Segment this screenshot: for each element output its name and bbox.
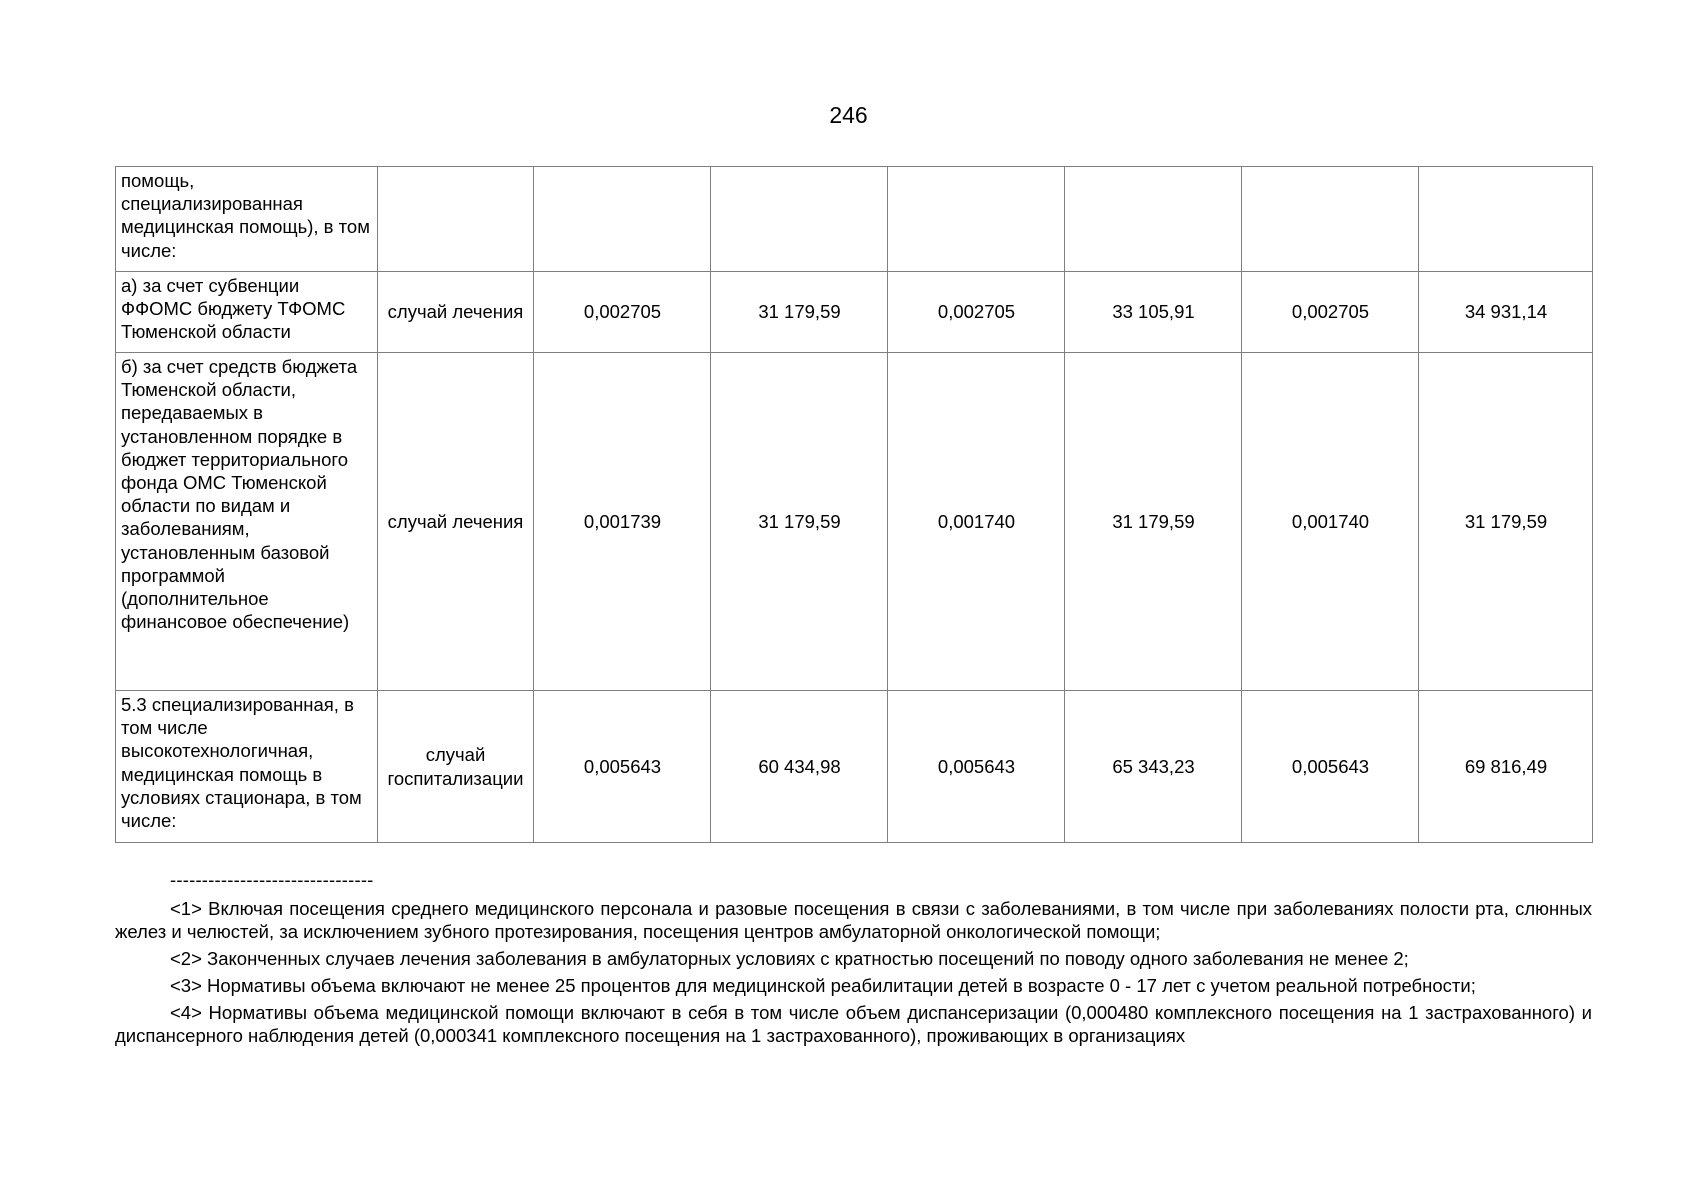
table-row bbox=[116, 691, 1593, 843]
footnote-separator: -------------------------------- bbox=[170, 869, 374, 890]
footnote-4: <4> Нормативы объема медицинской помощи включают в себя в том числе объем диспансеризации (0,000480 комплексного посещения на 1 застрахованного) и диспансерного наблюдения детей (0,000341 комплексного посещения на 1 застрахованного), проживающих в организациях bbox=[115, 1002, 1592, 1046]
row-unit: случай лечения bbox=[378, 272, 534, 353]
cell-value: 33 105,91 bbox=[1065, 272, 1242, 353]
row-name: б) за счет средств бюджета Тюменской области, передаваемых в установленном порядке в бюджет территориального фонда ОМС Тюменской области по видам и заболеваниям, установленным базовой программой (дополнительное финансовое обеспечение) bbox=[116, 353, 378, 691]
cell-value: 0,001740 bbox=[888, 353, 1065, 691]
footnote-2: <2> Законченных случаев лечения заболевания в амбулаторных условиях с кратностью посещений по поводу одного заболевания не менее 2; bbox=[170, 948, 1409, 969]
cell-value: 0,001740 bbox=[1242, 353, 1419, 691]
cell-value bbox=[1065, 167, 1242, 272]
table-row bbox=[116, 167, 1593, 272]
cell-value: 69 816,49 bbox=[1419, 691, 1593, 843]
row-unit bbox=[378, 167, 534, 272]
cell-value: 0,005643 bbox=[534, 691, 711, 843]
cell-value bbox=[534, 167, 711, 272]
cell-value: 0,002705 bbox=[534, 272, 711, 353]
cell-value: 31 179,59 bbox=[1419, 353, 1593, 691]
row-name: а) за счет субвенции ФФОМС бюджету ТФОМС Тюменской области bbox=[116, 272, 378, 353]
cell-value: 31 179,59 bbox=[1065, 353, 1242, 691]
row-unit: случай госпитализации bbox=[378, 691, 534, 843]
footnotes bbox=[115, 868, 1592, 1051]
cell-value: 60 434,98 bbox=[711, 691, 888, 843]
footnote-1: <1> Включая посещения среднего медицинского персонала и разовые посещения в связи с заболеваниями, в том числе при заболеваниях полости рта, слюнных желез и челюстей, за исключением зубного протезирования, посещения центров амбулаторной онкологической помощи; bbox=[115, 898, 1592, 942]
table-row bbox=[116, 272, 1593, 353]
cell-value: 65 343,23 bbox=[1065, 691, 1242, 843]
cell-value bbox=[1419, 167, 1593, 272]
norms-table bbox=[115, 166, 1593, 843]
page-number: 246 bbox=[829, 102, 868, 128]
cell-value: 0,002705 bbox=[888, 272, 1065, 353]
cell-value bbox=[711, 167, 888, 272]
row-name: помощь, специализированная медицинская помощь), в том числе: bbox=[116, 167, 378, 272]
cell-value: 31 179,59 bbox=[711, 272, 888, 353]
cell-value: 31 179,59 bbox=[711, 353, 888, 691]
cell-value: 34 931,14 bbox=[1419, 272, 1593, 353]
footnote-3: <3> Нормативы объема включают не менее 25 процентов для медицинской реабилитации детей в возрасте 0 - 17 лет с учетом реальной потребности; bbox=[170, 975, 1476, 996]
row-name: 5.3 специализированная, в том числе высокотехнологичная, медицинская помощь в условиях стационара, в том числе: bbox=[116, 691, 378, 843]
cell-value: 0,002705 bbox=[1242, 272, 1419, 353]
cell-value: 0,001739 bbox=[534, 353, 711, 691]
cell-value bbox=[1242, 167, 1419, 272]
cell-value: 0,005643 bbox=[888, 691, 1065, 843]
cell-value bbox=[888, 167, 1065, 272]
table-row bbox=[116, 353, 1593, 691]
row-unit: случай лечения bbox=[378, 353, 534, 691]
cell-value: 0,005643 bbox=[1242, 691, 1419, 843]
